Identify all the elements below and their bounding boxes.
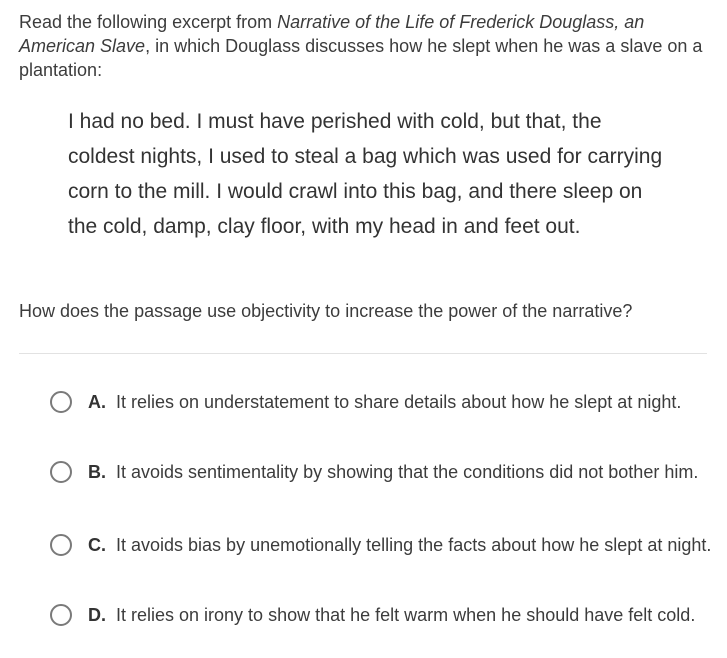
question-prompt: How does the passage use objectivity to increase the power of the narrative? (19, 301, 633, 321)
option-text: It avoids sentimentality by showing that the conditions did not bother him. (116, 462, 699, 482)
radio-button-icon[interactable] (50, 461, 72, 483)
option-letter: B. (88, 462, 106, 482)
option-letter: D. (88, 605, 106, 625)
option-text: It avoids bias by unemotionally telling the facts about how he slept at night. (116, 535, 712, 555)
answer-option-c[interactable] (48, 533, 718, 583)
option-letter: C. (88, 535, 106, 555)
question-intro (19, 10, 719, 82)
intro-suffix: , in which Douglass discusses how he slept when he was a slave on a plantation: (19, 36, 703, 80)
radio-button-icon[interactable] (50, 391, 72, 413)
book-title: Narrative of the Life of Frederick Douglass, an American Slave (19, 12, 645, 56)
answer-option-d[interactable] (48, 603, 718, 653)
radio-button-icon[interactable] (50, 534, 72, 556)
answer-option-b[interactable] (48, 460, 718, 510)
intro-prefix: Read the following excerpt from (19, 12, 278, 32)
option-letter: A. (88, 392, 106, 412)
answer-option-a[interactable] (48, 390, 718, 440)
divider (19, 353, 707, 354)
option-text: It relies on irony to show that he felt warm when he should have felt cold. (116, 605, 696, 625)
option-text: It relies on understatement to share details about how he slept at night. (116, 392, 682, 412)
excerpt-quote: I had no bed. I must have perished with cold, but that, the coldest nights, I used to steal a bag which was used for carrying corn to the mill. I would crawl into this bag, and there sleep on the cold, damp, clay floor, with my head in and feet out. (68, 110, 663, 238)
radio-button-icon[interactable] (50, 604, 72, 626)
